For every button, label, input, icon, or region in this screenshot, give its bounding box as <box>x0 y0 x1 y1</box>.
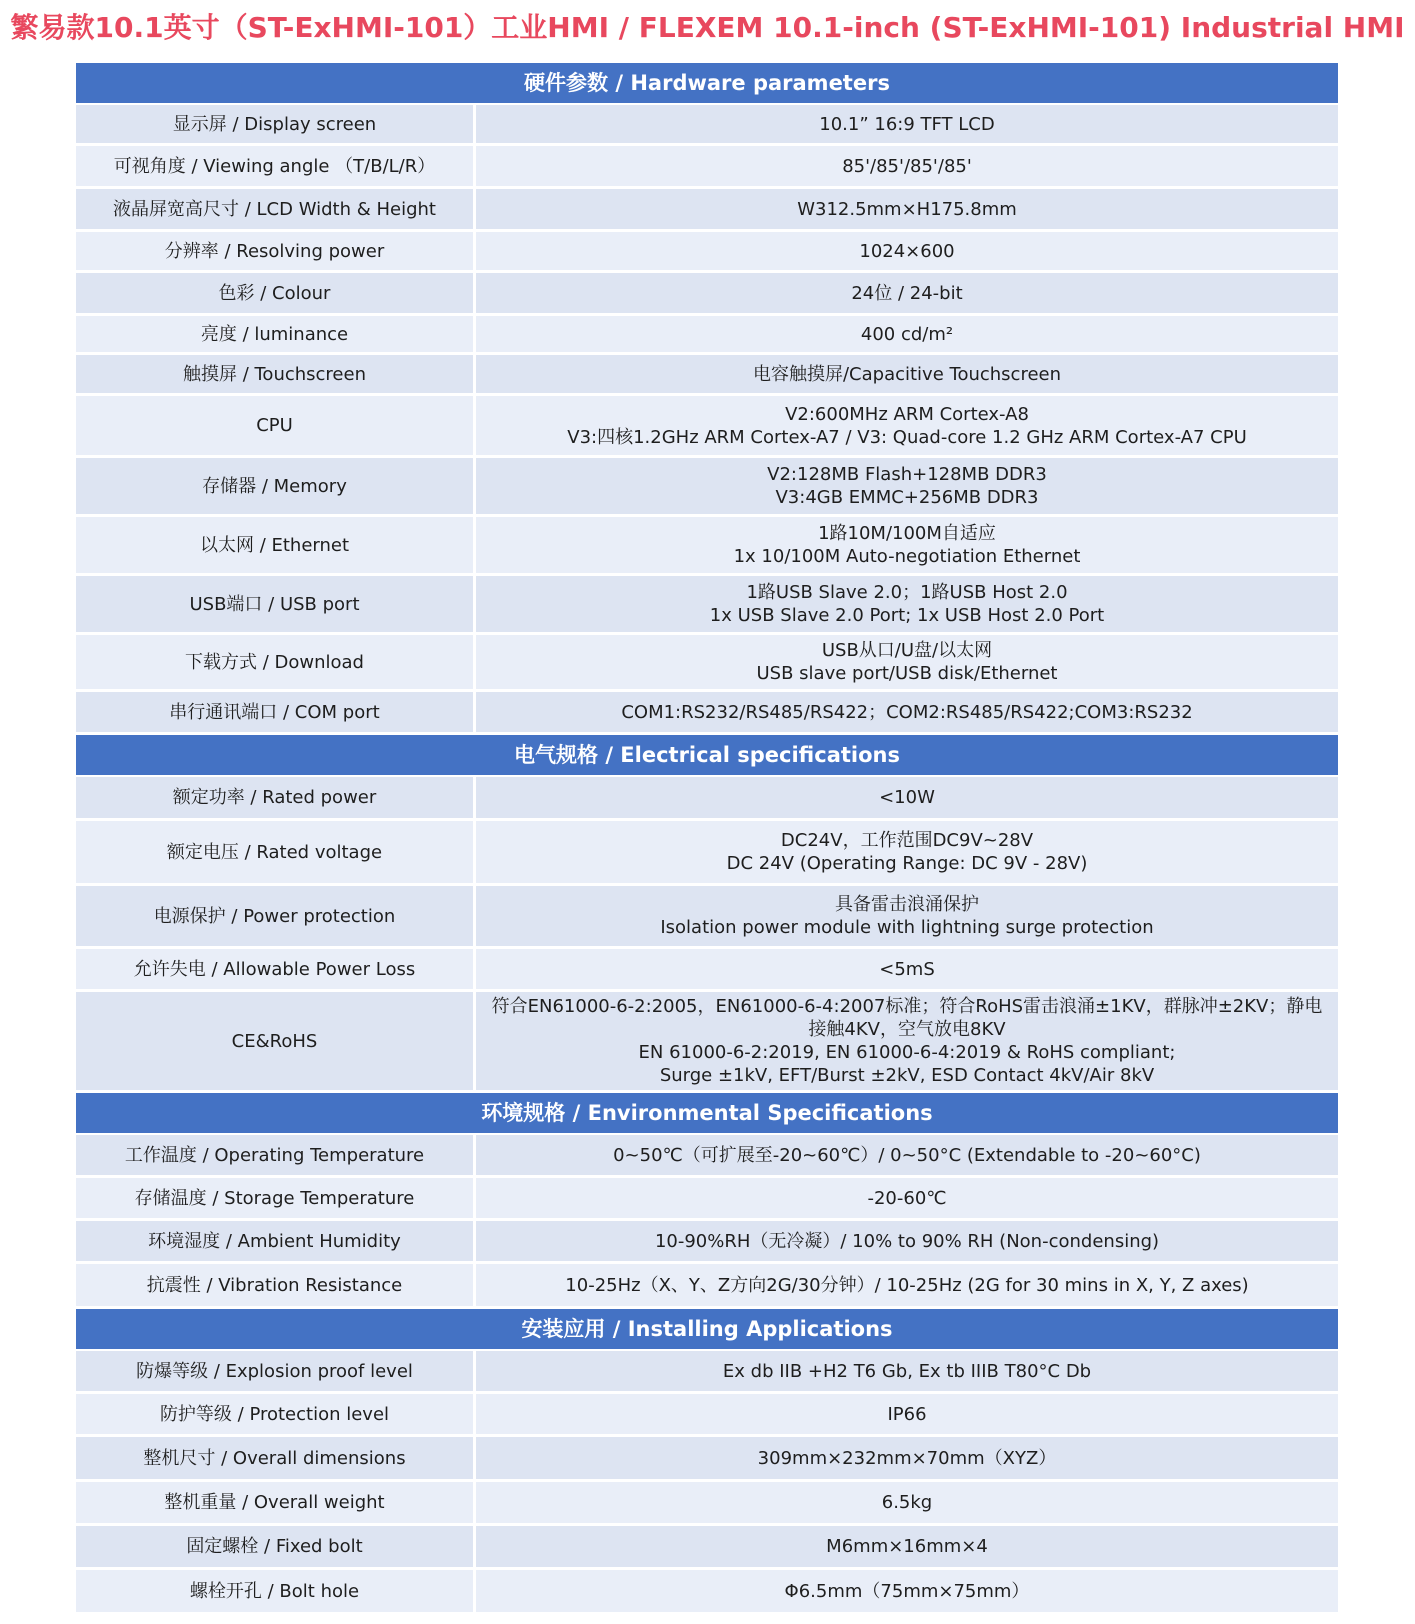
spec-value-line: 10-25Hz（X、Y、Z方向2G/30分钟）/ 10-25Hz (2G for 30 mins in X, Y, Z axes) <box>565 1274 1249 1296</box>
spec-label: 存储器 / Memory <box>76 458 476 514</box>
spec-value-line: 1路10M/100M自适应 <box>818 523 996 544</box>
spec-value-line: USB slave port/USB disk/Ethernet <box>756 663 1058 684</box>
spec-row <box>76 1221 1338 1264</box>
spec-value-line: 309mm×232mm×70mm（XYZ） <box>757 1447 1057 1469</box>
spec-value <box>476 146 1338 186</box>
spec-value <box>476 232 1338 270</box>
spec-value-line: IP66 <box>887 1403 927 1425</box>
spec-label: 工作温度 / Operating Temperature <box>76 1135 476 1175</box>
spec-value-line: USB从口/U盘/以太网 <box>821 640 993 661</box>
section-header: 电气规格 / Electrical specifications <box>76 735 1338 777</box>
spec-label: 固定螺栓 / Fixed bolt <box>76 1526 476 1567</box>
page-title: 繁易款10.1英寸（ST-ExHMI-101）工业HMI / FLEXEM 10.1-inch (ST-ExHMI-101) Industrial HMI <box>10 11 1405 44</box>
spec-row <box>76 1135 1338 1178</box>
spec-table <box>76 63 1338 1615</box>
spec-value <box>476 1570 1338 1612</box>
spec-row <box>76 316 1338 355</box>
spec-value <box>476 273 1338 313</box>
spec-value-line: W312.5mm×H175.8mm <box>797 198 1017 220</box>
spec-value-line: 10-90%RH（无冷凝）/ 10% to 90% RH (Non-condensing) <box>654 1230 1160 1252</box>
spec-label: CE&RoHS <box>76 992 476 1090</box>
spec-row <box>76 1482 1338 1526</box>
spec-value-line: DC24V，工作范围DC9V~28V <box>780 830 1034 851</box>
spec-row <box>76 576 1338 635</box>
spec-label: 电源保护 / Power protection <box>76 886 476 946</box>
spec-value <box>476 1264 1338 1306</box>
spec-row <box>76 1526 1338 1570</box>
spec-value-line: 1x USB Slave 2.0 Port; 1x USB Host 2.0 Port <box>709 605 1105 626</box>
spec-value-line: 具备雷击浪涌保护 <box>835 894 979 915</box>
spec-value-line: 电容触摸屏/Capacitive Touchscreen <box>752 363 1062 385</box>
spec-row <box>76 232 1338 273</box>
spec-label: 触摸屏 / Touchscreen <box>76 355 476 393</box>
spec-row <box>76 189 1338 232</box>
spec-label: 串行通讯端口 / COM port <box>76 692 476 732</box>
spec-value <box>476 821 1338 883</box>
section-header: 硬件参数 / Hardware parameters <box>76 63 1338 105</box>
spec-label: 整机重量 / Overall weight <box>76 1482 476 1523</box>
spec-value-line: 1路USB Slave 2.0；1路USB Host 2.0 <box>746 582 1068 603</box>
spec-value <box>476 1482 1338 1523</box>
spec-value-line: 符合EN61000-6-2:2005，EN61000-6-4:2007标准；符合RoHS雷击浪涌±1KV，群脉冲±2KV；静电 <box>491 996 1323 1017</box>
spec-row <box>76 396 1338 458</box>
spec-value <box>476 576 1338 632</box>
spec-value-line: 1024×600 <box>859 240 955 262</box>
spec-value-line: 0~50℃（可扩展至-20~60℃）/ 0~50°C (Extendable to -20~60°C) <box>613 1144 1201 1166</box>
spec-value-line: Ex db IIB +H2 T6 Gb, Ex tb IIIB T80°C Db <box>722 1360 1092 1382</box>
spec-value <box>476 886 1338 946</box>
spec-value-line: 400 cd/m² <box>860 323 954 345</box>
spec-row <box>76 777 1338 821</box>
spec-row <box>76 1437 1338 1482</box>
spec-value <box>476 635 1338 689</box>
spec-value <box>476 692 1338 732</box>
spec-value-line: DC 24V (Operating Range: DC 9V - 28V) <box>726 853 1088 874</box>
spec-value-line: 接触4KV，空气放电8KV <box>808 1019 1006 1040</box>
spec-row <box>76 635 1338 692</box>
spec-value-line: COM1:RS232/RS485/RS422；COM2:RS485/RS422;COM3:RS232 <box>621 701 1193 723</box>
spec-value <box>476 949 1338 989</box>
spec-value-line: 6.5kg <box>881 1492 933 1513</box>
spec-label: 存储温度 / Storage Temperature <box>76 1178 476 1218</box>
spec-label: USB端口 / USB port <box>76 576 476 632</box>
spec-label: 显示屏 / Display screen <box>76 105 476 143</box>
spec-row <box>76 692 1338 735</box>
spec-value <box>476 992 1338 1090</box>
spec-label: 下载方式 / Download <box>76 635 476 689</box>
spec-value-line: V2:128MB Flash+128MB DDR3 <box>767 464 1047 485</box>
spec-row <box>76 1178 1338 1221</box>
spec-value-line: -20-60℃ <box>867 1187 947 1209</box>
spec-value-line: 1x 10/100M Auto-negotiation Ethernet <box>733 546 1081 567</box>
spec-row <box>76 1570 1338 1615</box>
spec-row <box>76 458 1338 517</box>
spec-label: 螺栓开孔 / Bolt hole <box>76 1570 476 1612</box>
spec-value-line: EN 61000-6-2:2019, EN 61000-6-4:2019 & RoHS compliant; <box>638 1042 1176 1063</box>
spec-value-line: 85'/85'/85'/85' <box>842 155 972 177</box>
spec-value-line: 24位 / 24-bit <box>851 282 963 304</box>
spec-value <box>476 777 1338 818</box>
spec-row <box>76 105 1338 146</box>
spec-value-line: V3:4GB EMMC+256MB DDR3 <box>775 487 1039 508</box>
spec-row <box>76 1394 1338 1437</box>
spec-value-line: V2:600MHz ARM Cortex-A8 <box>785 403 1029 425</box>
spec-label: 分辨率 / Resolving power <box>76 232 476 270</box>
spec-label: 防护等级 / Protection level <box>76 1394 476 1434</box>
spec-value-line: <10W <box>879 787 935 808</box>
spec-value <box>476 1394 1338 1434</box>
spec-value <box>476 316 1338 352</box>
spec-value-line: 10.1” 16:9 TFT LCD <box>819 113 995 135</box>
spec-label: 额定电压 / Rated voltage <box>76 821 476 883</box>
spec-label: 允许失电 / Allowable Power Loss <box>76 949 476 989</box>
spec-label: 防爆等级 / Explosion proof level <box>76 1351 476 1391</box>
spec-row <box>76 949 1338 992</box>
spec-row <box>76 355 1338 396</box>
spec-label: 色彩 / Colour <box>76 273 476 313</box>
spec-label: 整机尺寸 / Overall dimensions <box>76 1437 476 1479</box>
spec-row <box>76 1351 1338 1394</box>
spec-value-line: Φ6.5mm（75mm×75mm） <box>784 1580 1030 1602</box>
spec-value <box>476 1221 1338 1261</box>
spec-value <box>476 1135 1338 1175</box>
spec-value-line: <5mS <box>879 958 935 980</box>
spec-value <box>476 396 1338 455</box>
spec-value <box>476 105 1338 143</box>
spec-row <box>76 886 1338 949</box>
spec-value <box>476 1437 1338 1479</box>
spec-row <box>76 821 1338 886</box>
section-header: 安装应用 / Installing Applications <box>76 1309 1338 1351</box>
spec-row <box>76 517 1338 576</box>
spec-value <box>476 1351 1338 1391</box>
spec-value <box>476 458 1338 514</box>
spec-label: 额定功率 / Rated power <box>76 777 476 818</box>
spec-label: 以太网 / Ethernet <box>76 517 476 573</box>
spec-row <box>76 992 1338 1093</box>
spec-row <box>76 1264 1338 1309</box>
spec-label: CPU <box>76 396 476 455</box>
spec-label: 环境湿度 / Ambient Humidity <box>76 1221 476 1261</box>
spec-label: 抗震性 / Vibration Resistance <box>76 1264 476 1306</box>
spec-value <box>476 1178 1338 1218</box>
spec-value-line: Isolation power module with lightning surge protection <box>660 917 1154 938</box>
spec-value <box>476 1526 1338 1567</box>
spec-value <box>476 517 1338 573</box>
section-header: 环境规格 / Environmental Specifications <box>76 1093 1338 1135</box>
spec-row <box>76 273 1338 316</box>
spec-value-line: Surge ±1kV, EFT/Burst ±2kV, ESD Contact 4kV/Air 8kV <box>659 1065 1155 1086</box>
spec-label: 液晶屏宽高尺寸 / LCD Width & Height <box>76 189 476 229</box>
spec-value-line: M6mm×16mm×4 <box>826 1536 988 1557</box>
spec-label: 亮度 / luminance <box>76 316 476 352</box>
spec-value-line: V3:四核1.2GHz ARM Cortex-A7 / V3: Quad-core 1.2 GHz ARM Cortex-A7 CPU <box>567 426 1247 448</box>
spec-value <box>476 189 1338 229</box>
spec-row <box>76 146 1338 189</box>
spec-label: 可视角度 / Viewing angle （T/B/L/R） <box>76 146 476 186</box>
spec-value <box>476 355 1338 393</box>
